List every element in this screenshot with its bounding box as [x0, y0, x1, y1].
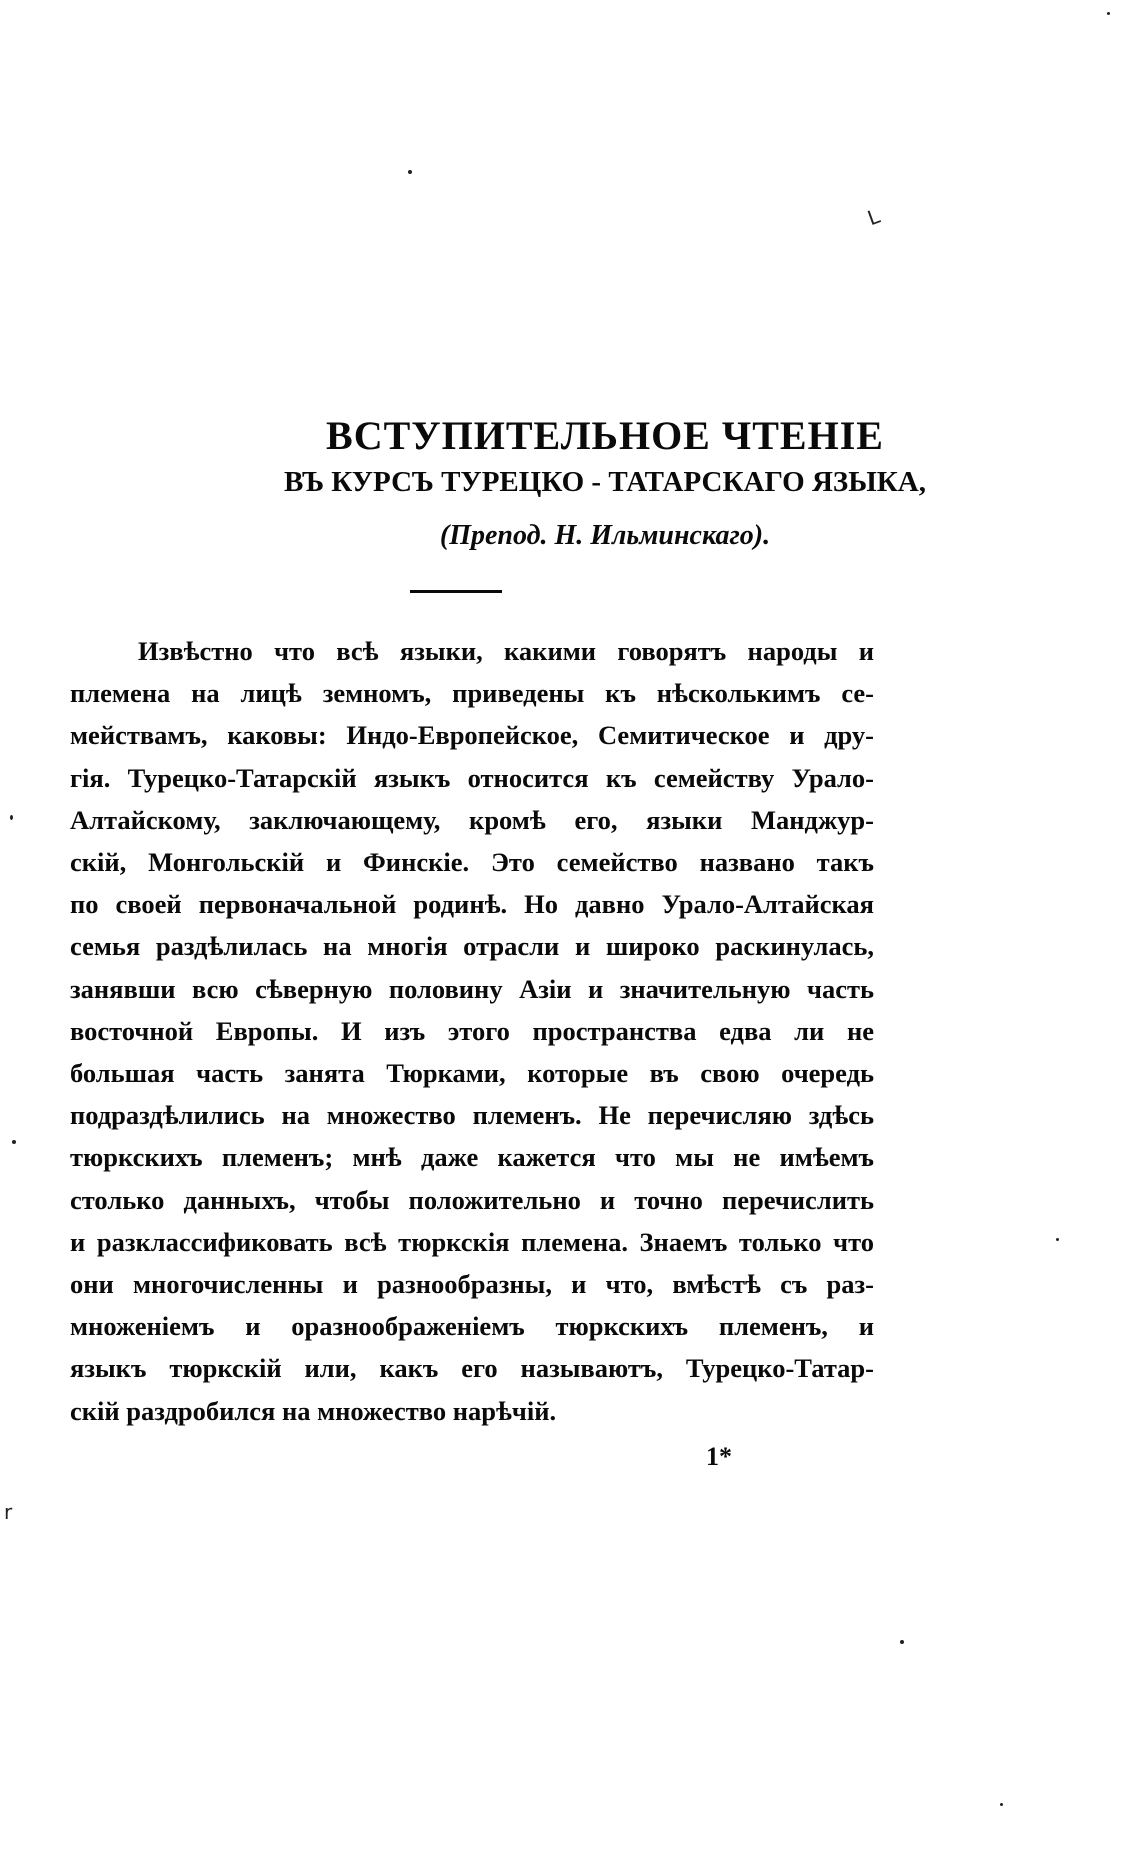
- scan-speck: [408, 170, 412, 174]
- scan-mark: L: [864, 203, 883, 231]
- scan-speck: [900, 1640, 904, 1644]
- text-line: большая часть занята Тюрками, которые въ свою очередь: [70, 1058, 874, 1089]
- text-line: восточной Европы. И изъ этого пространства едва ли не: [70, 1015, 874, 1046]
- text-line: гія. Турецко-Татарскій языкъ относится къ семейству Урало-: [70, 762, 874, 793]
- text-line: по своей первоначальной родинѣ. Но давно Урало-Алтайская: [70, 889, 874, 920]
- scan-speck: [10, 815, 13, 820]
- page-subtitle: ВЪ КУРСЪ ТУРЕЦКО - ТАТАРСКАГО ЯЗЫКА,: [284, 466, 926, 498]
- text-line: языкъ тюркскій или, какъ его называютъ, Турецко-Татар-: [70, 1353, 874, 1384]
- scan-speck: [1000, 1803, 1003, 1806]
- body-paragraph: [70, 630, 874, 1432]
- text-line: мействамъ, каковы: Индо-Европейское, Семитическое и дру-: [70, 720, 874, 751]
- scan-speck: [12, 1140, 16, 1144]
- text-line: скій раздробился на множество нарѣчій.: [70, 1395, 557, 1426]
- text-line: Алтайскому, заключающему, кромѣ его, языки Манджур-: [70, 804, 874, 835]
- text-line: подраздѣлились на множество племенъ. Не перечисляю здѣсь: [70, 1100, 874, 1131]
- signature-mark: 1*: [706, 1442, 732, 1471]
- text-line: множеніемъ и оразноображеніемъ тюркскихъ племенъ, и: [70, 1311, 874, 1342]
- text-line: занявши всю сѣверную половину Азіи и значительную часть: [70, 973, 874, 1004]
- text-line: они многочисленны и разнообразны, и что, вмѣстѣ съ раз-: [70, 1269, 874, 1300]
- page-title: ВСТУПИТЕЛЬНОЕ ЧТЕНІЕ: [326, 413, 884, 458]
- scan-mark: r: [4, 1500, 13, 1524]
- text-line: и разклассификовать всѣ тюркскія племена. Знаемъ только что: [70, 1226, 874, 1257]
- text-line: племена на лицѣ земномъ, приведены къ нѣсколькимъ се-: [70, 678, 874, 709]
- title-divider: [410, 590, 502, 593]
- text-line: тюркскихъ племенъ; мнѣ даже кажется что мы не имѣемъ: [70, 1142, 874, 1173]
- text-line: Извѣстно что всѣ языки, какими говорятъ народы и: [138, 636, 874, 666]
- text-line: столько данныхъ, чтобы положительно и точно перечислить: [70, 1184, 874, 1215]
- author-line: (Препод. Н. Ильминскаго).: [439, 520, 771, 551]
- scan-speck: [1107, 12, 1110, 15]
- scan-speck: [1056, 1238, 1059, 1241]
- text-line: скій, Монгольскій и Финскіе. Это семейство названо такъ: [70, 847, 874, 878]
- text-line: семья раздѣлилась на многія отрасли и широко раскинулась,: [70, 931, 874, 962]
